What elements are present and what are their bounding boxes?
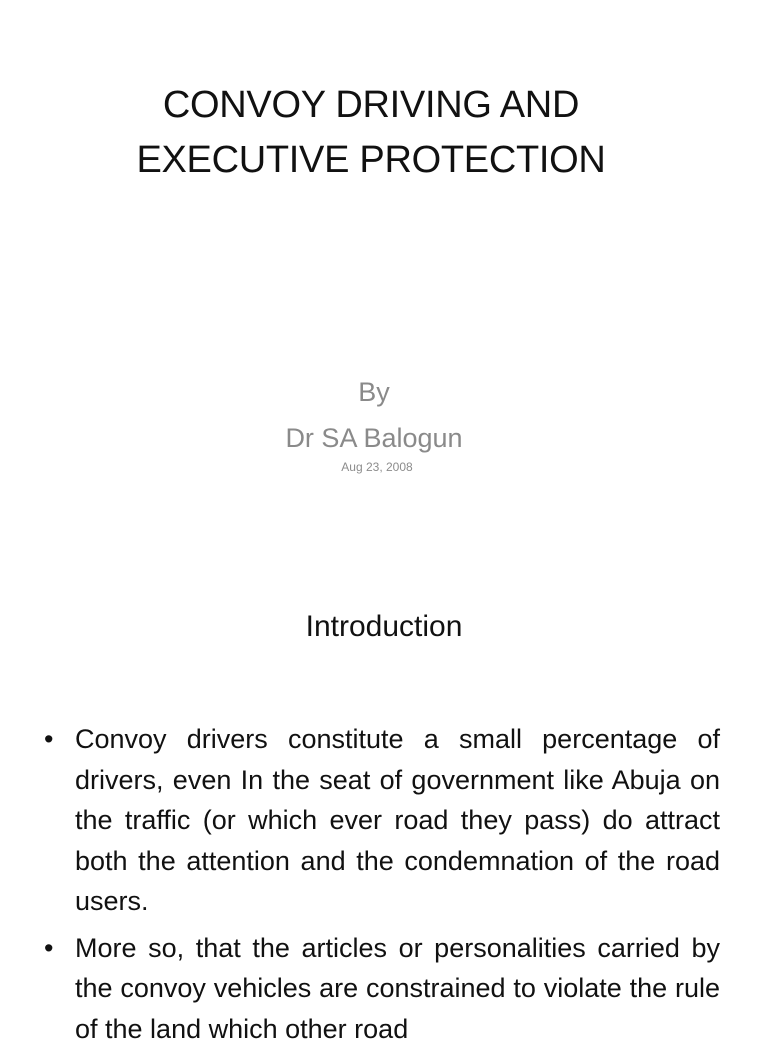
by-label: By — [358, 377, 390, 407]
section-heading: Introduction — [305, 610, 463, 643]
title-line-1: CONVOY DRIVING AND — [162, 84, 580, 126]
bullet-text: Convoy drivers constitute a small percentage of drivers, even In the seat of government like Abuja on the traffic (or which ever road they pass) do attract both the attention and the condemnation of the road users. — [75, 724, 720, 916]
bullet-marker: • — [44, 932, 54, 963]
intro-slide — [0, 510, 768, 1044]
byline — [0, 370, 748, 475]
title-slide — [0, 0, 768, 510]
publish-date: Aug 23, 2008 — [341, 460, 413, 474]
document-title — [0, 78, 742, 188]
bullet-marker: • — [44, 724, 54, 754]
bullet-list — [44, 719, 720, 1055]
author-name: Dr SA Balogun — [285, 423, 463, 453]
bullet-text: More so, that the articles or personalities carried by the convoy vehicles are constrained to violate the rule of the land which other road — [75, 932, 720, 1044]
bullet-item — [44, 928, 720, 1050]
bullet-item — [44, 719, 720, 922]
title-line-2: EXECUTIVE PROTECTION — [136, 139, 606, 181]
